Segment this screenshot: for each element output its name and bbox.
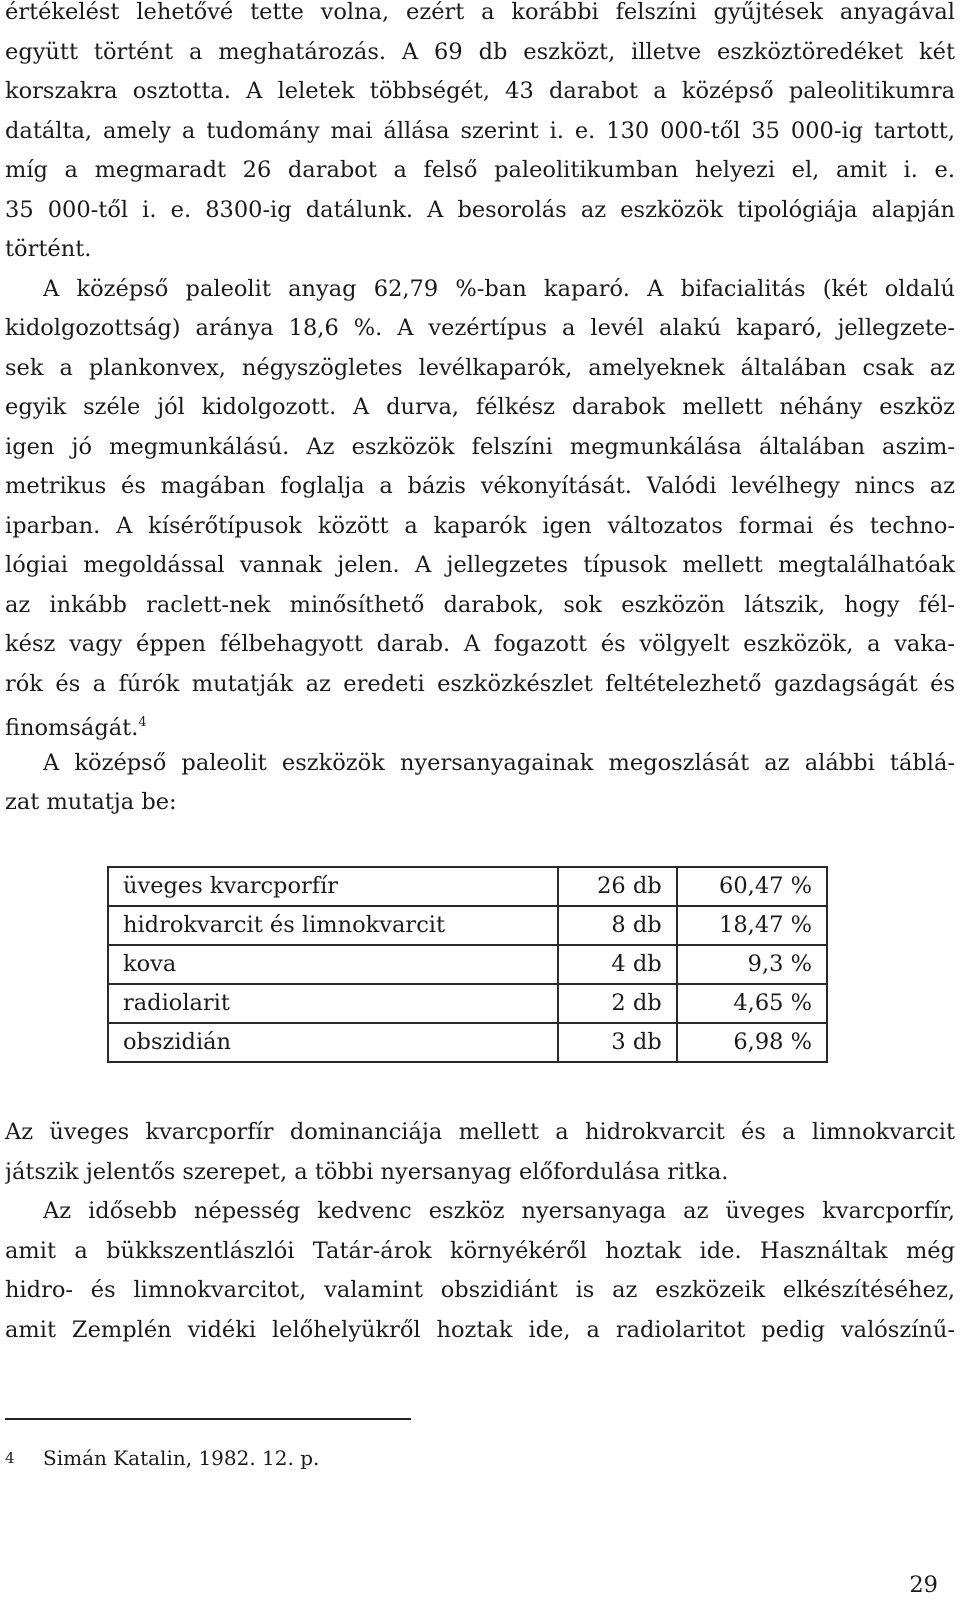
text-line-content: zat mutatja be: xyxy=(5,789,177,815)
material-cell: obszidián xyxy=(108,1023,558,1062)
text-line xyxy=(5,466,955,506)
text-line-content: kidolgozottság) aránya 18,6 %. A vezértípus a levél alakú kaparó, jellegzete- xyxy=(5,315,955,341)
count-cell: 4 db xyxy=(558,945,677,984)
percent-cell: 60,47 % xyxy=(677,867,827,906)
material-cell: üveges kvarcporfír xyxy=(108,867,558,906)
footnote-divider xyxy=(5,1418,411,1420)
text-line xyxy=(5,348,955,388)
text-line xyxy=(5,1152,955,1192)
footnote-reference[interactable]: 4 xyxy=(138,715,147,730)
text-line xyxy=(43,743,955,783)
text-line-content: kész vagy éppen félbehagyott darab. A fogazott és völgyelt eszközök, a vaka- xyxy=(5,631,955,657)
text-line-content: datálta, amely a tudomány mai állása szerint i. e. 130 000-től 35 000-ig tartott, xyxy=(5,117,955,144)
text-line-content: iparban. A kísérőtípusok között a kaparók igen változatos formai és techno- xyxy=(5,512,955,539)
percent-cell: 18,47 % xyxy=(677,906,827,945)
page-number: 29 xyxy=(909,1572,938,1598)
text-line xyxy=(5,1231,955,1271)
table-row xyxy=(108,984,827,1023)
text-line-content: hidro- és limnokvarcitot, valamint obszidiánt is az eszközeik elkészítéséhez, xyxy=(5,1277,955,1303)
table-row xyxy=(108,906,827,945)
text-line-content: A középső paleolit anyag 62,79 %-ban kaparó. A bifacialitás (két oldalú xyxy=(43,275,955,302)
text-line xyxy=(5,308,955,348)
material-cell: hidrokvarcit és limnokvarcit xyxy=(108,906,558,945)
text-line-content: együtt történt a meghatározás. A 69 db eszközt, illetve eszköztöredéket két xyxy=(5,38,955,65)
count-cell: 3 db xyxy=(558,1023,677,1062)
text-line xyxy=(5,545,955,585)
text-line xyxy=(5,585,955,625)
text-line xyxy=(5,190,955,230)
text-line xyxy=(5,427,955,467)
table-row xyxy=(108,945,827,984)
text-line-content: az inkább raclett-nek minősíthető darabok, sok eszközön látszik, hogy fél- xyxy=(5,591,955,618)
text-line-content: Az üveges kvarcporfír dominanciája mellett a hidrokvarcit és a limnokvarcit xyxy=(5,1119,955,1145)
text-line xyxy=(5,506,955,546)
text-line xyxy=(5,229,955,269)
text-line-content: amit a bükkszentlászlói Tatár-árok környékéről hoztak ide. Használtak még xyxy=(5,1237,955,1264)
text-line xyxy=(5,1112,955,1152)
text-line xyxy=(5,664,955,704)
text-line-content: míg a megmaradt 26 darabot a felső paleolitikumban helyezi el, amit i. e. xyxy=(5,157,955,183)
text-line-content: egyik széle jól kidolgozott. A durva, félkész darabok mellett néhány eszköz xyxy=(5,394,955,420)
text-line xyxy=(5,32,955,72)
count-cell: 26 db xyxy=(558,867,677,906)
text-line-content: korszakra osztotta. A leletek többségét, 43 darabot a középső paleolitikumra xyxy=(5,78,955,104)
footnote-number: 4 xyxy=(5,1449,15,1467)
text-line-content: igen jó megmunkálású. Az eszközök felszíni megmunkálása általában aszim- xyxy=(5,433,955,460)
text-line-content: értékelést lehetővé tette volna, ezért a korábbi felszíni gyűjtések anyagával xyxy=(5,0,955,25)
text-line-content: játszik jelentős szerepet, a többi nyersanyag előfordulása ritka. xyxy=(5,1158,729,1185)
percent-cell: 6,98 % xyxy=(677,1023,827,1062)
text-line-content: metrikus és magában foglalja a bázis vékonyítását. Valódi levélhegy nincs az xyxy=(5,473,955,499)
text-line-content: A középső paleolit eszközök nyersanyagainak megoszlását az alábbi táblá- xyxy=(43,749,955,776)
text-line-content: sek a plankonvex, négyszögletes levélkaparók, amelyeknek általában csak az xyxy=(5,354,955,381)
text-line-content: lógiai megoldással vannak jelen. A jellegzetes típusok mellett megtalálhatóak xyxy=(5,552,955,578)
text-line-content: rók és a fúrók mutatják az eredeti eszközkészlet feltételezhető gazdagságát és xyxy=(5,670,955,697)
text-line xyxy=(5,150,955,190)
text-line-content: Az idősebb népesség kedvenc eszköz nyersanyaga az üveges kvarcporfír, xyxy=(43,1198,955,1224)
percent-cell: 9,3 % xyxy=(677,945,827,984)
material-cell: kova xyxy=(108,945,558,984)
text-line xyxy=(5,111,955,151)
material-cell: radiolarit xyxy=(108,984,558,1023)
text-line xyxy=(5,387,955,427)
count-cell: 2 db xyxy=(558,984,677,1023)
text-line xyxy=(5,71,955,111)
text-line xyxy=(5,1270,955,1310)
text-line xyxy=(43,269,955,309)
text-line-content: 35 000-től i. e. 8300-ig datálunk. A besorolás az eszközök tipológiája alapján xyxy=(5,196,955,223)
text-line xyxy=(43,1191,955,1231)
text-line xyxy=(5,1310,955,1350)
footnote-text: Simán Katalin, 1982. 12. p. xyxy=(43,1446,320,1470)
raw-material-table xyxy=(107,866,828,1063)
text-line-content: finomságát. xyxy=(5,715,139,741)
text-line xyxy=(5,0,955,32)
text-line xyxy=(5,624,955,664)
percent-cell: 4,65 % xyxy=(677,984,827,1023)
text-line-content: történt. xyxy=(5,236,92,262)
table-row xyxy=(108,867,827,906)
text-line xyxy=(5,703,955,743)
text-line xyxy=(5,782,955,822)
count-cell: 8 db xyxy=(558,906,677,945)
text-line-content: amit Zemplén vidéki lelőhelyükről hoztak ide, a radiolaritot pedig valószínű- xyxy=(5,1316,955,1343)
table-row xyxy=(108,1023,827,1062)
